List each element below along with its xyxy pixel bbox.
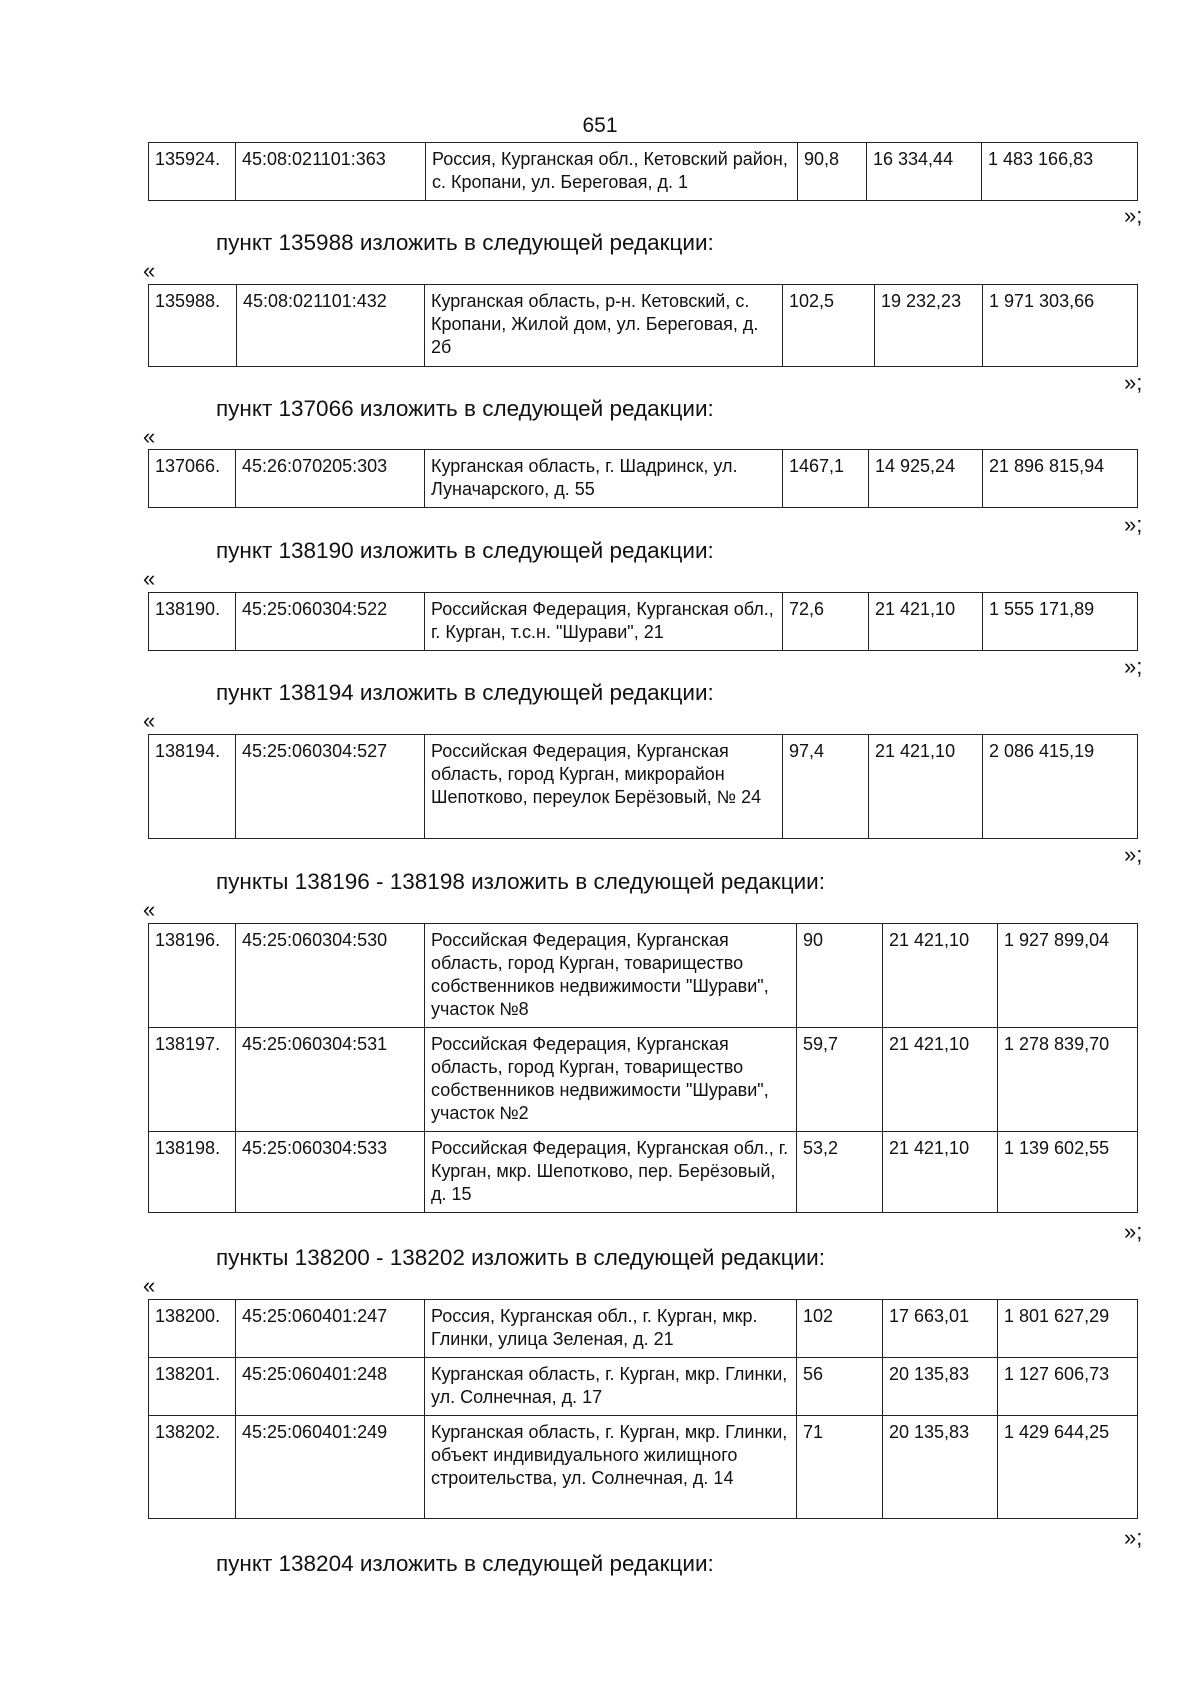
table-138190	[148, 592, 1138, 651]
address: Российская Федерация, Курганская область, город Курган, товарищество собственников недвижимости "Шурави", участок №8	[425, 924, 797, 1028]
table-138194	[148, 734, 1138, 839]
rate: 19 232,23	[875, 285, 983, 367]
table-row	[149, 1028, 1138, 1132]
address: Российская Федерация, Курганская обл., г. Курган, т.с.н. "Шурави", 21	[425, 593, 783, 651]
closing-quote: »;	[1124, 1219, 1143, 1244]
cadastral-number: 45:25:060304:527	[236, 735, 425, 839]
address: Курганская область, г. Курган, мкр. Глинки, объект индивидуального жилищного строительства, ул. Солнечная, д. 14	[425, 1416, 797, 1519]
address: Россия, Курганская обл., Кетовский район, с. Кропани, ул. Береговая, д. 1	[426, 143, 798, 201]
instruction-text: пункт 138190 изложить в следующей редакции:	[216, 538, 714, 563]
opening-quote: «	[143, 424, 156, 449]
table-row	[149, 1358, 1138, 1416]
area: 59,7	[797, 1028, 883, 1132]
rate: 14 925,24	[869, 450, 983, 508]
item-number: 138196.	[149, 924, 236, 1028]
instruction-text: пункт 138204 изложить в следующей редакции:	[216, 1551, 714, 1576]
address: Курганская область, г. Шадринск, ул. Луначарского, д. 55	[425, 450, 783, 508]
item-number: 138202.	[149, 1416, 236, 1519]
item-number: 138198.	[149, 1132, 236, 1213]
cadastral-number: 45:25:060304:530	[236, 924, 425, 1028]
area: 90	[797, 924, 883, 1028]
address: Курганская область, г. Курган, мкр. Глинки, ул. Солнечная, д. 17	[425, 1358, 797, 1416]
total: 1 127 606,73	[998, 1358, 1138, 1416]
cadastral-number: 45:08:021101:432	[237, 285, 425, 367]
total: 1 139 602,55	[998, 1132, 1138, 1213]
total: 21 896 815,94	[983, 450, 1138, 508]
address: Курганская область, р-н. Кетовский, с. Кропани, Жилой дом, ул. Береговая, д. 2б	[425, 285, 783, 367]
total: 1 429 644,25	[998, 1416, 1138, 1519]
address: Российская Федерация, Курганская область, город Курган, товарищество собственников недвижимости "Шурави", участок №2	[425, 1028, 797, 1132]
rate: 20 135,83	[883, 1416, 998, 1519]
cadastral-number: 45:25:060304:522	[236, 593, 425, 651]
area: 90,8	[798, 143, 867, 201]
area: 71	[797, 1416, 883, 1519]
item-number: 138200.	[149, 1300, 236, 1358]
table-138200-138202	[148, 1299, 1138, 1519]
table-135988	[148, 284, 1138, 367]
address: Россия, Курганская обл., г. Курган, мкр. Глинки, улица Зеленая, д. 21	[425, 1300, 797, 1358]
item-number: 138190.	[149, 593, 236, 651]
table-row	[149, 1300, 1138, 1358]
table-row	[149, 143, 1138, 201]
rate: 21 421,10	[883, 1132, 998, 1213]
total: 1 971 303,66	[983, 285, 1138, 367]
address: Российская Федерация, Курганская область, город Курган, микрорайон Шепотково, переулок Берёзовый, № 24	[425, 735, 783, 839]
rate: 16 334,44	[867, 143, 982, 201]
rate: 21 421,10	[883, 1028, 998, 1132]
table-row	[149, 735, 1138, 839]
address: Российская Федерация, Курганская обл., г. Курган, мкр. Шепотково, пер. Берёзовый, д. 15	[425, 1132, 797, 1213]
area: 72,6	[783, 593, 869, 651]
opening-quote: «	[143, 897, 156, 922]
instruction-text: пункт 138194 изложить в следующей редакции:	[216, 680, 714, 705]
area: 97,4	[783, 735, 869, 839]
cadastral-number: 45:25:060401:247	[236, 1300, 425, 1358]
closing-quote: »;	[1124, 203, 1143, 228]
item-number: 135988.	[149, 285, 237, 367]
closing-quote: »;	[1124, 654, 1143, 679]
item-number: 137066.	[149, 450, 236, 508]
table-row	[149, 450, 1138, 508]
closing-quote: »;	[1124, 512, 1143, 537]
instruction-text: пункт 137066 изложить в следующей редакции:	[216, 396, 714, 421]
table-row	[149, 285, 1138, 367]
cadastral-number: 45:08:021101:363	[236, 143, 426, 201]
opening-quote: «	[143, 708, 156, 733]
item-number: 138194.	[149, 735, 236, 839]
area: 53,2	[797, 1132, 883, 1213]
rate: 17 663,01	[883, 1300, 998, 1358]
cadastral-number: 45:25:060304:533	[236, 1132, 425, 1213]
cadastral-number: 45:25:060304:531	[236, 1028, 425, 1132]
page-number: 651	[582, 114, 618, 137]
closing-quote: »;	[1124, 842, 1143, 867]
instruction-text: пункты 138196 - 138198 изложить в следующей редакции:	[216, 869, 826, 894]
table-138196-138198	[148, 923, 1138, 1213]
rate: 21 421,10	[869, 593, 983, 651]
rate: 21 421,10	[883, 924, 998, 1028]
table-row	[149, 1132, 1138, 1213]
instruction-text: пункты 138200 - 138202 изложить в следующей редакции:	[216, 1245, 826, 1270]
closing-quote: »;	[1124, 370, 1143, 395]
total: 1 927 899,04	[998, 924, 1138, 1028]
area: 1467,1	[783, 450, 869, 508]
closing-quote: »;	[1124, 1525, 1143, 1550]
total: 1 278 839,70	[998, 1028, 1138, 1132]
table-137066	[148, 449, 1138, 508]
table-row	[149, 593, 1138, 651]
opening-quote: «	[143, 566, 156, 591]
table-row	[149, 1416, 1138, 1519]
area: 102,5	[783, 285, 875, 367]
area: 102	[797, 1300, 883, 1358]
cadastral-number: 45:26:070205:303	[236, 450, 425, 508]
table-135924	[148, 142, 1138, 201]
opening-quote: «	[143, 258, 156, 283]
opening-quote: «	[143, 1273, 156, 1298]
item-number: 138201.	[149, 1358, 236, 1416]
table-row	[149, 924, 1138, 1028]
rate: 21 421,10	[869, 735, 983, 839]
cadastral-number: 45:25:060401:249	[236, 1416, 425, 1519]
total: 2 086 415,19	[983, 735, 1138, 839]
item-number: 138197.	[149, 1028, 236, 1132]
total: 1 801 627,29	[998, 1300, 1138, 1358]
instruction-text: пункт 135988 изложить в следующей редакции:	[216, 230, 714, 255]
area: 56	[797, 1358, 883, 1416]
item-number: 135924.	[149, 143, 236, 201]
total: 1 483 166,83	[982, 143, 1138, 201]
rate: 20 135,83	[883, 1358, 998, 1416]
total: 1 555 171,89	[983, 593, 1138, 651]
cadastral-number: 45:25:060401:248	[236, 1358, 425, 1416]
